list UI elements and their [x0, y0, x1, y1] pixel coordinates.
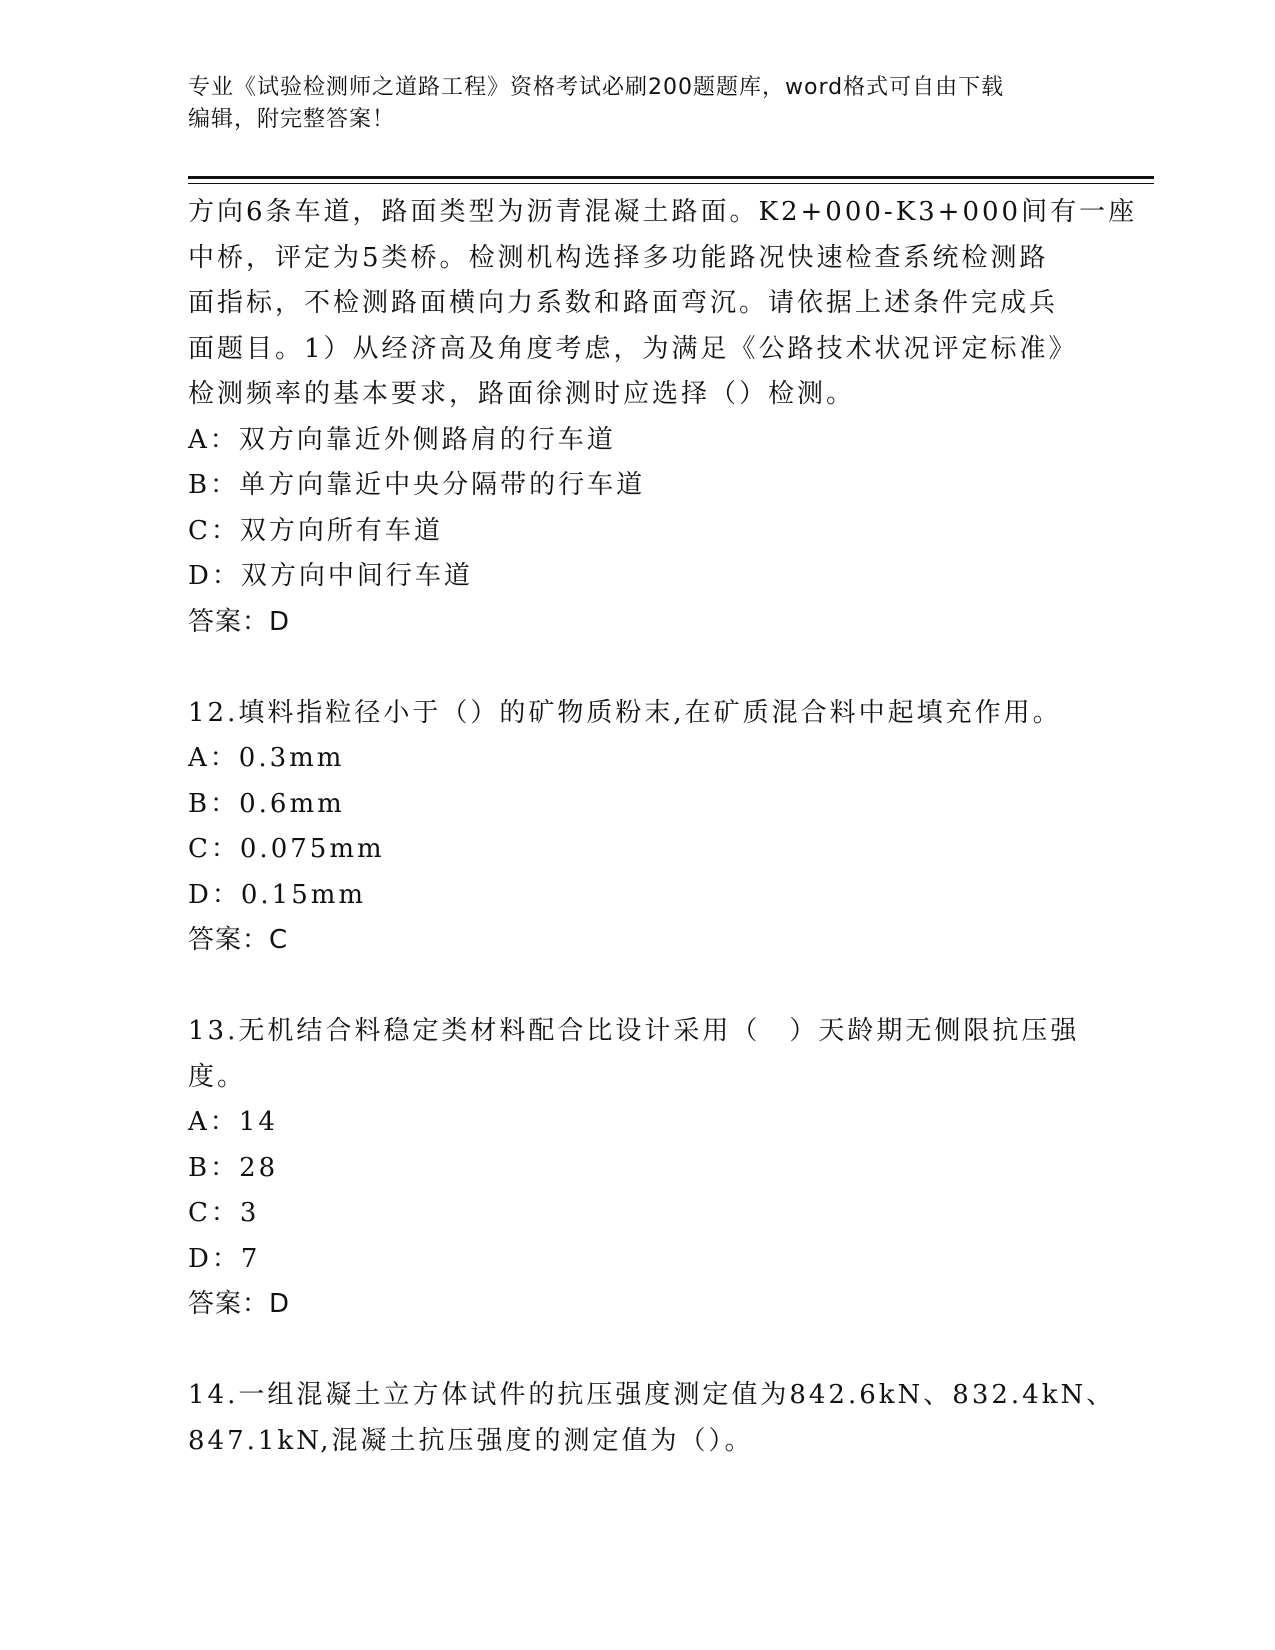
question-14	[188, 1373, 1116, 1464]
question-11-option-a: A：双方向靠近外侧路肩的行车道	[188, 424, 616, 455]
question-12-answer: 答案：C	[188, 925, 289, 955]
question-11-line-4: 面题目。1）从经济高及角度考虑，为满足《公路技术状况评定标准》	[188, 333, 1078, 364]
question-13-line-2: 度。	[188, 1061, 247, 1092]
header-rule-thin	[188, 183, 1154, 184]
question-12	[188, 691, 1108, 964]
document-body	[188, 190, 1138, 1464]
question-11-line-2: 中桥，评定为5类桥。检测机构选择多功能路况快速检查系统检测路	[188, 242, 1049, 273]
question-11-line-5: 检测频率的基本要求，路面徐测时应选择（）检测。	[188, 379, 856, 409]
question-13-option-c: C：3	[188, 1198, 260, 1228]
question-11-option-d: D：双方向中间行车道	[188, 561, 473, 591]
question-12-option-b: B：0.6mm	[188, 788, 345, 819]
spacer	[188, 1328, 1108, 1374]
question-13-answer: 答案：D	[188, 1289, 291, 1319]
question-14-line-1: 14.一组混凝土立方体试件的抗压强度测定值为842.6kN、832.4kN、	[188, 1380, 1116, 1410]
question-14-line-2: 847.1kN,混凝土抗压强度的测定值为（）。	[188, 1425, 754, 1456]
question-13-option-d: D：7	[188, 1243, 261, 1274]
question-11	[188, 190, 1138, 645]
spacer	[188, 964, 1108, 1010]
question-13	[188, 1009, 1108, 1328]
header-rule-thick	[188, 176, 1154, 179]
question-13-line-1: 13.无机结合料稳定类材料配合比设计采用（ ）天龄期无侧限抗压强	[188, 1016, 1080, 1046]
header-line-2: 编辑，附完整答案！	[188, 107, 396, 132]
question-12-option-a: A：0.3mm	[188, 743, 345, 773]
question-13-option-a: A：14	[188, 1107, 278, 1137]
question-11-option-c: C：双方向所有车道	[188, 515, 443, 546]
question-11-line-1: 方向6条车道，路面类型为沥青混凝土路面。K2+000-K3+000间有一座	[188, 197, 1138, 227]
question-12-option-d: D：0.15mm	[188, 879, 367, 910]
document-header	[188, 72, 1088, 136]
header-line-1: 专业《试验检测师之道路工程》资格考试必刷200题题库，word格式可自由下载	[188, 75, 1005, 100]
question-13-option-b: B：28	[188, 1152, 279, 1183]
question-11-line-3: 面指标，不检测路面横向力系数和路面弯沉。请依据上述条件完成兵	[188, 288, 1059, 318]
question-11-option-b: B：单方向靠近中央分隔带的行车道	[188, 470, 646, 500]
question-12-stem: 12.填料指粒径小于（）的矿物质粉末,在矿质混合料中起填充作用。	[188, 697, 1062, 728]
question-12-option-c: C：0.075mm	[188, 834, 385, 864]
question-11-answer: 答案：D	[188, 606, 291, 637]
spacer	[188, 645, 1108, 691]
